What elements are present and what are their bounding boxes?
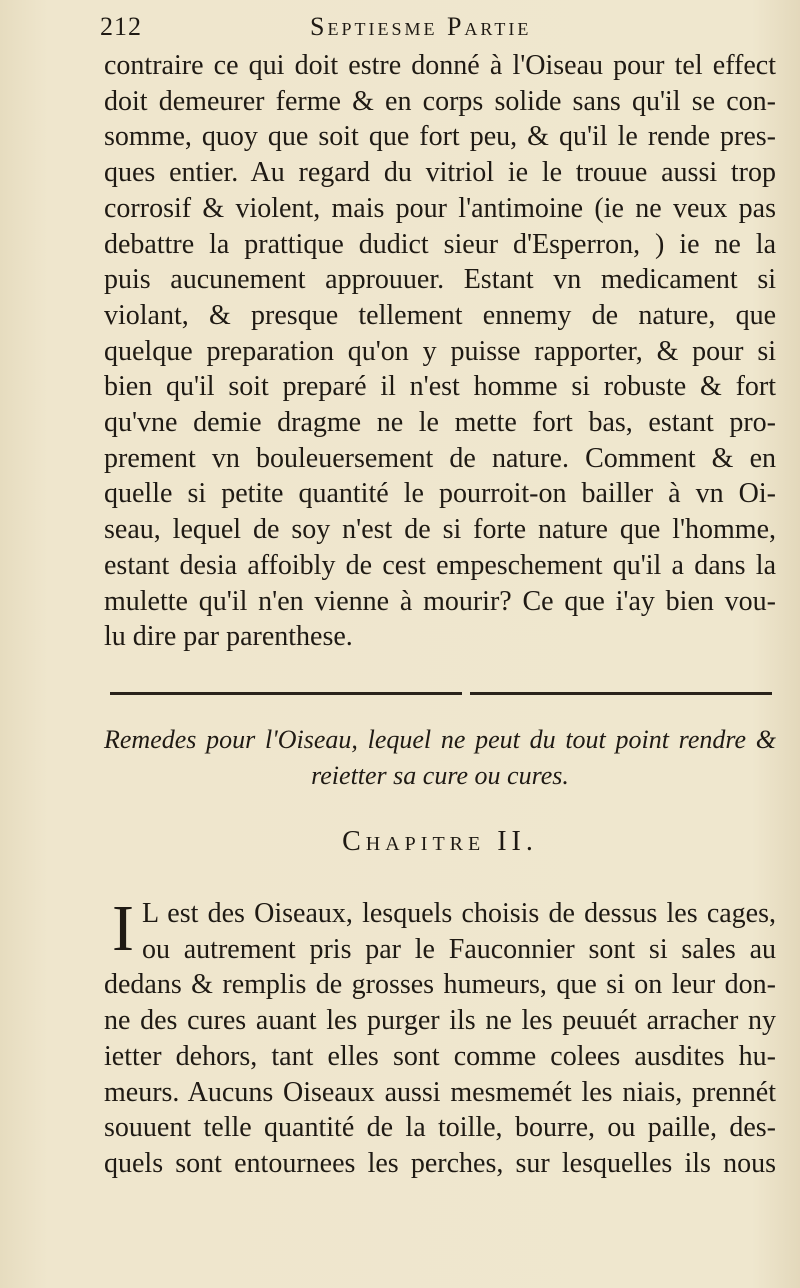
text-line: ne des cures auant les purger ils ne les peuuét arracher ny bbox=[104, 1005, 776, 1037]
text-line: debattre la prattique dudict sieur d'Esperron, ) ie ne la bbox=[104, 228, 776, 260]
text-line: violant, & presque tellement ennemy de nature, que bbox=[104, 299, 776, 331]
section-title bbox=[104, 722, 776, 794]
text-line: somme, quoy que soit que fort peu, & qu'il le rende pres- bbox=[104, 121, 776, 153]
chapter-heading: Chapitre II. bbox=[342, 826, 538, 857]
text-line: lu dire par parenthese. bbox=[104, 621, 353, 653]
divider-rule bbox=[470, 692, 772, 695]
chapter-paragraph bbox=[104, 892, 776, 1182]
text-line: corrosif & violent, mais pour l'antimoine (ie ne veux pas bbox=[104, 192, 776, 224]
text-line: bien qu'il soit preparé il n'est homme si robuste & fort bbox=[104, 371, 776, 403]
text-line: ietter dehors, tant elles sont comme colees ausdites hu- bbox=[104, 1040, 776, 1072]
text-line: puis aucunement approuuer. Estant vn medicament si bbox=[104, 264, 776, 296]
drop-cap: I bbox=[112, 892, 134, 965]
text-line: qu'vne demie dragme ne le mette fort bas, estant pro- bbox=[104, 407, 776, 439]
text-line: doit demeurer ferme & en corps solide sans qu'il se con- bbox=[104, 85, 776, 117]
part-title: Septiesme Partie bbox=[310, 12, 532, 41]
text-line: ou autrement pris par le Fauconnier sont si sales au bbox=[141, 933, 776, 965]
text-line: quels sont entournees les perches, sur lesquelles ils nous bbox=[104, 1147, 776, 1179]
text-line: quelque preparation qu'on y puisse rapporter, & pour si bbox=[104, 335, 776, 367]
text-line: dedans & remplis de grosses humeurs, que si on leur don- bbox=[104, 969, 776, 1001]
page-number: 212 bbox=[100, 12, 142, 41]
divider-rule bbox=[110, 692, 462, 695]
text-line: souuent telle quantité de la toille, bourre, ou paille, des- bbox=[104, 1112, 776, 1144]
section-title-line: Remedes pour l'Oiseau, lequel ne peut du tout point rendre & bbox=[104, 725, 776, 754]
section-title-line: reietter sa cure ou cures. bbox=[311, 761, 569, 790]
text-line: seau, lequel de soy n'est de si forte nature que l'homme, bbox=[104, 514, 776, 546]
text-line: prement vn bouleuersement de nature. Comment & en bbox=[104, 442, 776, 474]
text-line: mulette qu'il n'en vienne à mourir? Ce que i'ay bien vou- bbox=[104, 585, 776, 617]
running-head bbox=[100, 10, 790, 44]
text-line: contraire ce qui doit estre donné à l'Oiseau pour tel effect bbox=[104, 50, 776, 81]
text-line: ques entier. Au regard du vitriol ie le trouue aussi trop bbox=[104, 157, 776, 189]
text-line: meurs. Aucuns Oiseaux aussi mesmemét les niais, prennét bbox=[104, 1076, 776, 1108]
text-line: estant desia affoibly de cest empeschement qu'il a dans la bbox=[104, 549, 776, 581]
text-line: quelle si petite quantité le pourroit-on bailler à vn Oi- bbox=[104, 478, 776, 510]
body-paragraph bbox=[104, 48, 776, 655]
text-line: L est des Oiseaux, lesquels choisis de dessus les cages, bbox=[141, 898, 776, 929]
